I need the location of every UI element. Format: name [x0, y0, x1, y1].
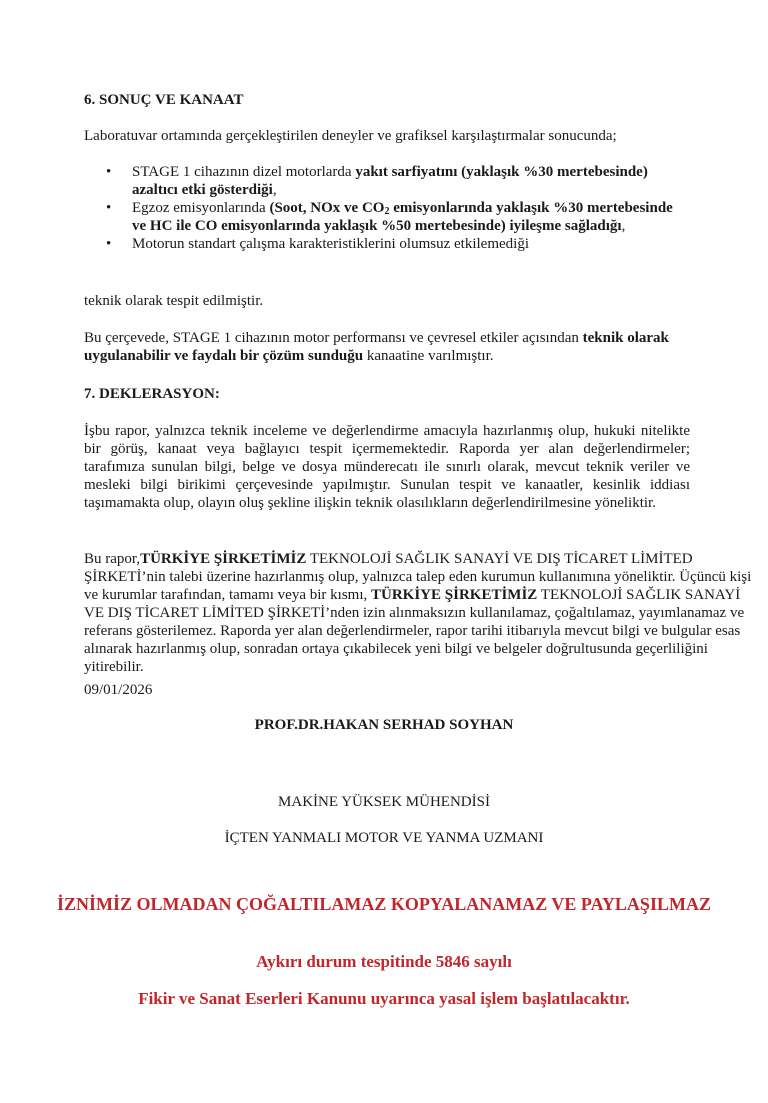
section-6-intro: Laboratuvar ortamında gerçekleştirilen deneyler ve grafiksel karşılaştırmalar sonucunda;: [84, 128, 617, 144]
list-item-subscript: 2: [384, 206, 390, 217]
copyright-warning: İZNİMİZ OLMADAN ÇOĞALTILAMAZ KOPYALANAMAZ VE PAYLAŞILMAZ: [57, 894, 711, 914]
list-item: [84, 235, 690, 253]
bullet-icon: •: [106, 200, 112, 216]
list-item-text: Egzoz emisyonlarında: [132, 200, 270, 216]
company-name: TÜRKİYE ŞİRKETİMİZ: [371, 587, 538, 603]
list-item: [84, 199, 690, 235]
list-item-text: STAGE 1 cihazının dizel motorlarda: [132, 164, 356, 180]
legal-notice-line-2: Fikir ve Sanat Eserleri Kanunu uyarınca yasal işlem başlatılacaktır.: [138, 989, 630, 1008]
list-item-punct: ,: [272, 182, 277, 198]
p2-text-start: Bu rapor,: [84, 551, 141, 567]
results-list: [84, 163, 690, 253]
list-item-punct: ,: [621, 218, 626, 234]
bullet-icon: •: [106, 236, 112, 252]
signatory-title: MAKİNE YÜKSEK MÜHENDİSİ: [278, 794, 490, 810]
list-item-bold: emisyonlarında yaklaşık %30 mertebesinde ve HC ile CO emisyonlarında yaklaşık %50 mertebesinde) iyileşme sağladığı: [132, 200, 673, 234]
signatory-name: PROF.DR.HAKAN SERHAD SOYHAN: [254, 717, 514, 733]
section-6-heading: 6. SONUÇ VE KANAAT: [84, 92, 244, 108]
list-item-bold: (Soot, NOx ve CO: [269, 200, 385, 216]
list-item: [84, 163, 690, 199]
summary-bold: teknik olarak uygulanabilir ve faydalı bir çözüm sunduğu: [84, 330, 669, 364]
list-item-bold: yakıt sarfiyatını (yaklaşık %30 mertebesinde) azaltıcı etki gösterdiği: [132, 164, 648, 198]
list-item-text: Motorun standart çalışma karakteristiklerini olumsuz etkilemediği: [132, 236, 529, 252]
section-7-heading: 7. DEKLERASYON:: [84, 386, 220, 402]
conclusion-text: teknik olarak tespit edilmiştir.: [84, 293, 264, 309]
declaration-paragraph-2: [84, 550, 760, 676]
p2-text-end: TEKNOLOJİ SAĞLIK SANAYİ VE DIŞ TİCARET LİMİTED ŞİRKETİ’nden izin alınmaksızın kullanılamaz, çoğaltılamaz, yayımlanamaz ve referans gösterilemez. Raporda yer alan değerlendirmeler, rapor tarihi itibarıyla mevcut bilgi ve bulgular esas alınarak hazırlanmış olup, sonradan ortaya çıkabilecek yeni bilgi ve belgeler doğrultusunda geçerliliğini yitirebilir.: [84, 587, 745, 675]
signatory-specialty: İÇTEN YANMALI MOTOR VE YANMA UZMANI: [224, 830, 544, 846]
summary-text: Bu çerçevede, STAGE 1 cihazının motor performansı ve çevresel etkiler açısından: [84, 330, 583, 346]
declaration-paragraph-1: İşbu rapor, yalnızca teknik inceleme ve değerlendirme amacıyla hazırlanmış olup, hukuki nitelikte bir görüş, kanaat veya bağlayıcı tespit içermemektedir. Raporda yer alan değerlendirmeler; tarafımıza sunulan bilgi, belge ve dosya münderecatı ile sınırlı olarak, mevcut teknik veriler ve mesleki bilgi birikimi çerçevesinde yapılmıştır. Sunulan tespit ve kanaatler, kesinlik iddiası taşımamakta olup, olayın oluş şekline ilişkin teknik olasılıkların değerlendirilmesine yöneliktir.: [84, 423, 690, 511]
bullet-icon: •: [106, 164, 112, 180]
p2-text-middle: TEKNOLOJİ SAĞLIK SANAYİ VE DIŞ TİCARET LİMİTED ŞİRKETİ’nin talebi üzerine hazırlanmış olup, yalnızca talep eden kurumun kullanımına yöneliktir. Üçüncü kişi ve kurumlar tarafından, tamamı veya bir kısmı,: [84, 551, 752, 603]
summary-paragraph: [84, 329, 690, 365]
legal-notice-line-1: Aykırı durum tespitinde 5846 sayılı: [256, 952, 512, 971]
summary-text-end: kanaatine varılmıştır.: [363, 348, 494, 364]
report-date: 09/01/2026: [84, 682, 153, 698]
company-name: TÜRKİYE ŞİRKETİMİZ: [140, 551, 307, 567]
